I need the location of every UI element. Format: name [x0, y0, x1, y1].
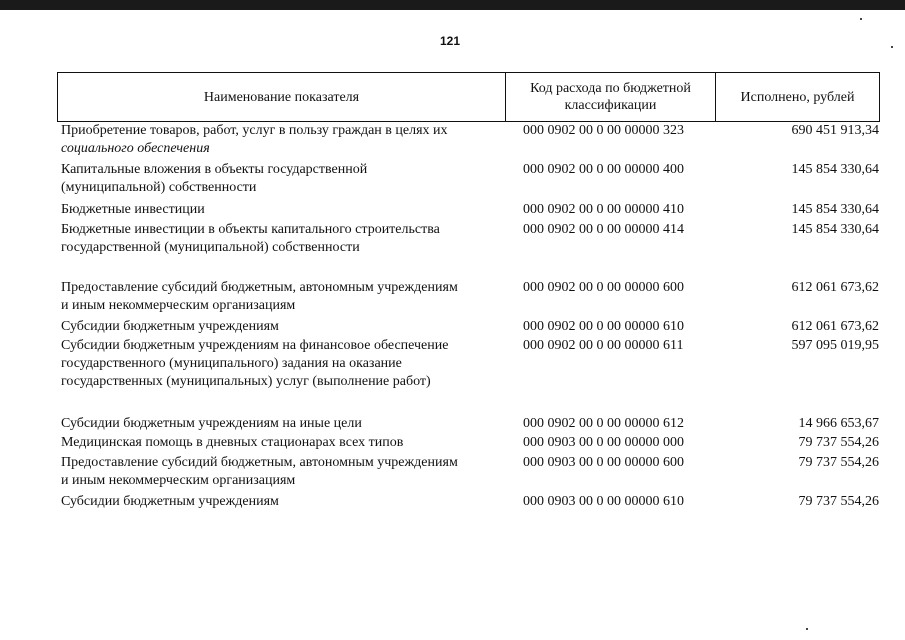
row-name-line: государственного (муниципального) задания на оказание: [61, 356, 402, 371]
row-code: 000 0902 00 0 00 00000 612: [523, 416, 684, 431]
row-name: [61, 161, 503, 197]
row-name: [61, 122, 503, 158]
row-amount: 612 061 673,62: [791, 319, 879, 334]
row-amount: 79 737 554,26: [798, 455, 879, 470]
row-name-line: Капитальные вложения в объекты государственной: [61, 162, 368, 177]
row-name-line: Субсидии бюджетным учреждениям на финансовое обеспечение: [61, 338, 449, 353]
row-name-line: Субсидии бюджетным учреждениям: [61, 494, 279, 509]
scan-top-edge: [0, 0, 905, 10]
row-code: 000 0903 00 0 00 00000 000: [523, 435, 684, 450]
row-amount: 145 854 330,64: [791, 162, 879, 177]
row-code: 000 0902 00 0 00 00000 610: [523, 319, 684, 334]
table-header: [57, 72, 880, 122]
row-name-line: Бюджетные инвестиции: [61, 202, 205, 217]
row-name: [61, 337, 503, 391]
row-name: [61, 201, 503, 219]
row-name: [61, 493, 503, 511]
row-code: 000 0902 00 0 00 00000 323: [523, 123, 684, 138]
row-name-line: государственных (муниципальных) услуг (выполнение работ): [61, 374, 431, 389]
row-amount: 690 451 913,34: [791, 123, 879, 138]
row-name: [61, 434, 503, 452]
row-code: 000 0902 00 0 00 00000 400: [523, 162, 684, 177]
row-name-line: социального обеспечения: [61, 141, 210, 156]
row-code: 000 0902 00 0 00 00000 410: [523, 202, 684, 217]
row-name-line: и иным некоммерческим организациям: [61, 473, 296, 488]
header-amount: Исполнено, рублей: [740, 89, 855, 105]
row-code: 000 0902 00 0 00 00000 414: [523, 222, 684, 237]
row-amount: 79 737 554,26: [798, 494, 879, 509]
row-code: 000 0902 00 0 00 00000 600: [523, 280, 684, 295]
scan-speck: [806, 628, 808, 630]
row-amount: 79 737 554,26: [798, 435, 879, 450]
row-name-line: Приобретение товаров, работ, услуг в пользу граждан в целях их: [61, 123, 448, 138]
row-name-line: Субсидии бюджетным учреждениям на иные цели: [61, 416, 362, 431]
row-name: [61, 415, 503, 433]
row-code: 000 0902 00 0 00 00000 611: [523, 338, 684, 353]
row-name: [61, 318, 503, 336]
scan-speck: [860, 18, 862, 20]
row-code: 000 0903 00 0 00 00000 600: [523, 455, 684, 470]
row-name-line: Предоставление субсидий бюджетным, автономным учреждениям: [61, 455, 458, 470]
row-amount: 145 854 330,64: [791, 222, 879, 237]
row-name-line: Медицинская помощь в дневных стационарах всех типов: [61, 435, 404, 450]
row-amount: 145 854 330,64: [791, 202, 879, 217]
row-name: [61, 221, 503, 257]
row-amount: 597 095 019,95: [791, 338, 879, 353]
row-name-line: Субсидии бюджетным учреждениям: [61, 319, 279, 334]
row-name-line: Предоставление субсидий бюджетным, автономным учреждениям: [61, 280, 458, 295]
row-amount: 612 061 673,62: [791, 280, 879, 295]
page-number: 121: [440, 34, 461, 48]
row-name: [61, 454, 503, 490]
header-name: Наименование показателя: [58, 73, 506, 121]
row-amount: 14 966 653,67: [798, 416, 879, 431]
header-code: Код расхода по бюджетной классификации: [506, 73, 716, 121]
row-name-line: (муниципальной) собственности: [61, 180, 257, 195]
scan-speck: [891, 46, 893, 48]
row-name-line: и иным некоммерческим организациям: [61, 298, 296, 313]
row-name: [61, 279, 503, 315]
row-code: 000 0903 00 0 00 00000 610: [523, 494, 684, 509]
row-name-line: государственной (муниципальной) собственности: [61, 240, 360, 255]
row-name-line: Бюджетные инвестиции в объекты капитального строительства: [61, 222, 440, 237]
